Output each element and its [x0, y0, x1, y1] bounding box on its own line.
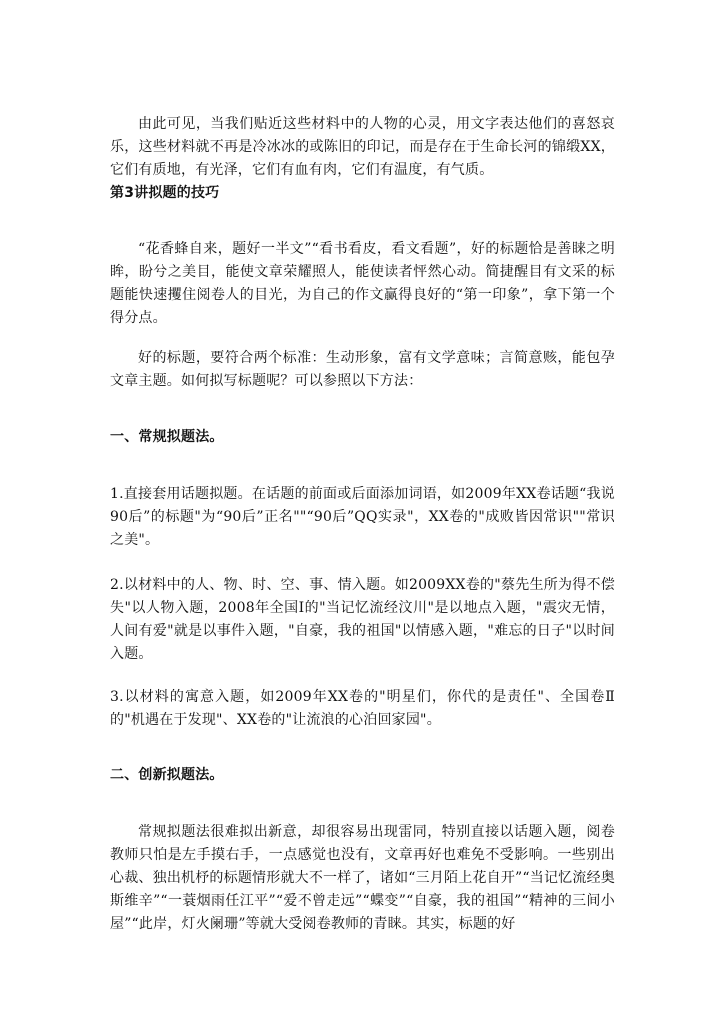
paragraph-innovative-method: 常规拟题法很难拟出新意，却很容易出现雷同，特别直接以话题入题，阅卷教师只怕是左手摸右手，一点感觉也没有，文章再好也难免不受影响。一些别出心裁、独出机杼的标题情形就大不一样了，诸如“三月陌上花自开”“当记忆流经奥斯维辛”“一蓑烟雨任江平”“爱不曾走远”“蝶变”“自豪，我的祖国”“精神的三间小屋”“此岸，灯火阑珊”等就大受阅卷教师的青睐。其实，标题的好	[110, 824, 615, 932]
paragraph-method-3: 3.以材料的寓意入题，如2009年XX卷的"明星们，你代的是责任"、全国卷Ⅱ的"机遇在于发现"、XX卷的"让流浪的心泊回家园"。	[110, 689, 615, 728]
section-heading-lesson-3: 第3讲拟题的技巧	[110, 185, 220, 201]
section-heading-innovative: 二、创新拟题法。	[110, 767, 224, 783]
paragraph-conclusion: 由此可见，当我们贴近这些材料中的人物的心灵，用文字表达他们的喜怒哀乐，这些材料就不再是冷冰冰的或陈旧的印记，而是存在于生命长河的锦缎XX，它们有质地，有光泽，它们有血有肉，它们有温度，有气质。	[110, 116, 615, 178]
section-heading-conventional: 一、常规拟题法。	[110, 429, 224, 445]
paragraph-title-importance: “花香蜂自来，题好一半文”“看书看皮，看文看题”，好的标题恰是善睐之明眸，盼兮之美目，能使文章荣耀照人，能使读者怦然心动。简捷醒目有文采的标题能快速攫住阅卷人的目光，为自己的作文赢得良好的“第一印象”，拿下第一个得分点。	[110, 241, 615, 326]
paragraph-title-standards: 好的标题，要符合两个标准：生动形象，富有文学意味；言简意赅，能包孕文章主题。如何拟写标题呢？可以参照以下方法：	[110, 350, 615, 389]
paragraph-method-2: 2.以材料中的人、物、时、空、事、情入题。如2009XX卷的"蔡先生所为得不偿失"以人物入题，2008年全国Ⅰ的"当记忆流经汶川"是以地点入题，"震灾无情，人间有爱"就是以事件入题，"自豪，我的祖国"以情感入题，"难忘的日子"以时间入题。	[110, 577, 615, 662]
paragraph-method-1: 1.直接套用话题拟题。在话题的前面或后面添加词语，如2009年XX卷话题“我说90后”的标题"为“90后”正名""“90后”QQ实录"，XX卷的"成败皆因常识""常识之美"。	[110, 486, 615, 548]
